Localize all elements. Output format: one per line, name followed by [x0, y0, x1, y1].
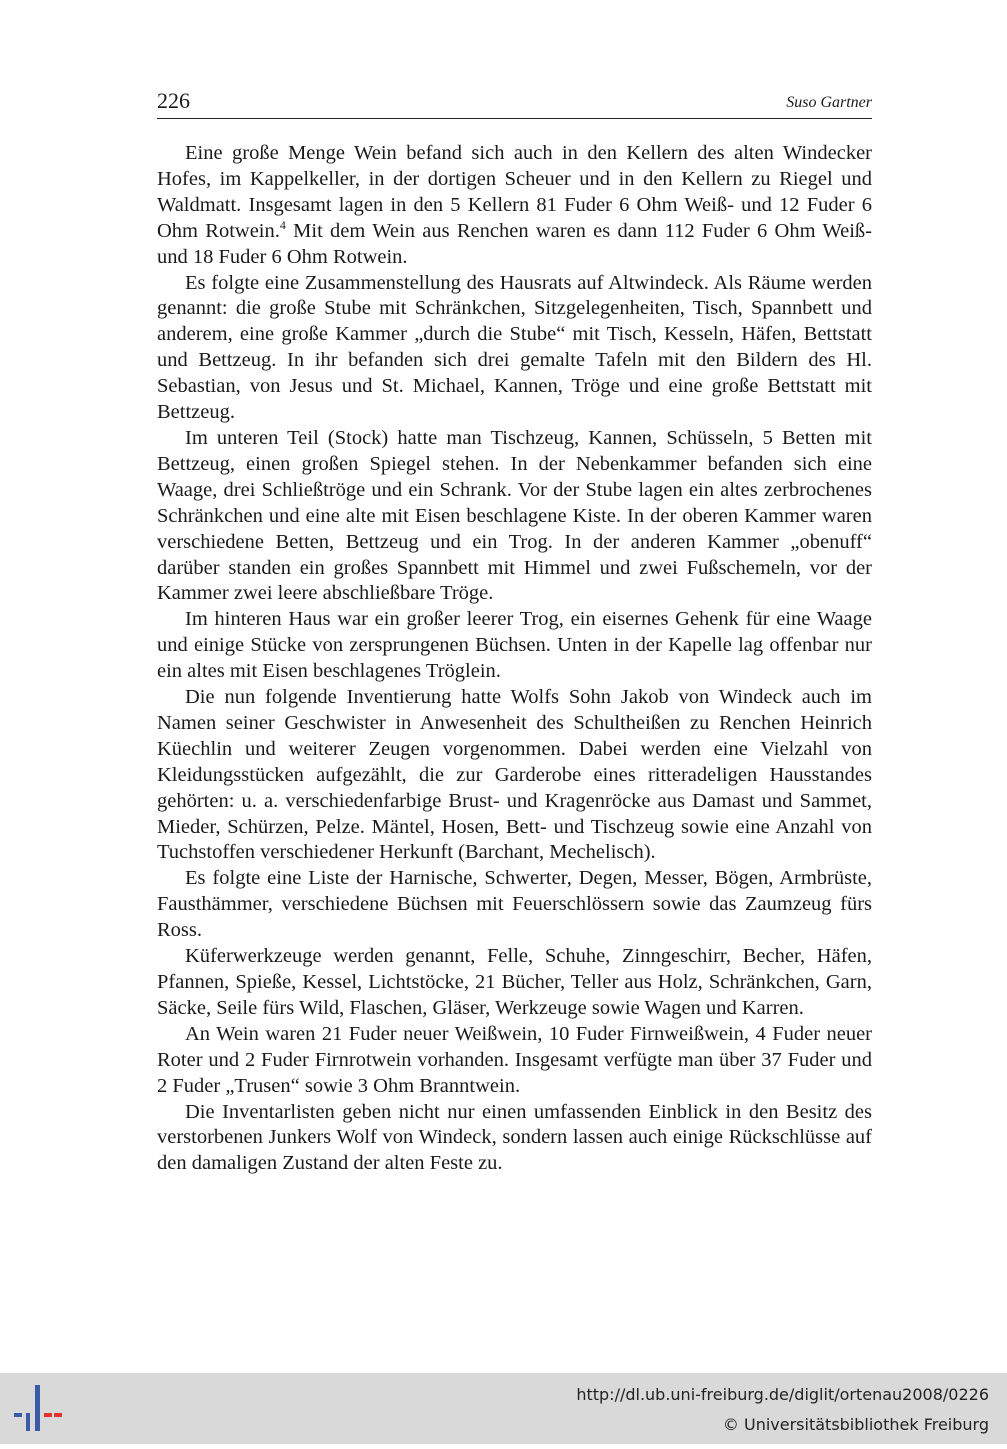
paragraph-4: Im hinteren Haus war ein großer leerer Trog, ein eisernes Gehenk für eine Waage und einige Stücke von zersprungenen Büchsen. Unten in der Kapelle lag offenbar nur ein altes mit Eisen beschlagenes Tröglein. — [157, 608, 872, 683]
paragraph-6: Es folgte eine Liste der Harnische, Schwerter, Degen, Messer, Bögen, Armbrüste, Fausthämmer, verschiedene Büchsen mit Feuerschlössern sowie das Zaumzeug fürs Ross. — [157, 867, 872, 942]
paragraph-1-text-continued: Mit dem Wein aus Renchen waren es dann 112 Fuder 6 Ohm Weiß- und 18 Fuder 6 Ohm Rotwein. — [157, 219, 873, 268]
paragraph-1 — [157, 141, 872, 271]
library-logo-icon[interactable] — [0, 1373, 80, 1444]
page-header — [157, 88, 872, 119]
paragraph-9: Die Inventarlisten geben nicht nur einen umfassenden Einblick in den Besitz des verstorbenen Junkers Wolf von Windeck, sondern lassen auch einige Rückschlüsse auf den damaligen Zustand der alten Feste zu. — [157, 1100, 872, 1175]
running-head: Suso Gartner — [786, 94, 872, 111]
document-url-link[interactable]: http://dl.ub.uni-freiburg.de/diglit/ortenau2008/0226 — [576, 1385, 989, 1404]
footnote-marker: 4 — [279, 217, 286, 232]
paragraph-3: Im unteren Teil (Stock) hatte man Tischzeug, Kannen, Schüsseln, 5 Betten mit Bettzeug, einen großen Spiegel stehen. In der Nebenkammer befanden sich eine Waage, drei Schließtröge und ein Schrank. Vor der Stube lagen ein altes zerbrochenes Schränkchen und eine alte mit Eisen beschlagene Kiste. In der oberen Kammer waren verschiedene Betten, Bettzeug und ein Trog. In der anderen Kammer „obenuff“ darüber standen ein großes Spannbett mit Himmel und zwei Fußschemeln, vor der Kammer zwei leere abschließbare Tröge. — [157, 426, 872, 605]
paragraph-2: Es folgte eine Zusammenstellung des Hausrats auf Altwindeck. Als Räume werden genannt: die große Stube mit Schränkchen, Sitzgelegenheiten, Tisch, Spannbett und anderem, eine große Kammer „durch die Stube“ mit Tisch, Kesseln, Häfen, Bettstatt und Bettzeug. In ihr befanden sich drei gemalte Tafeln mit den Bildern des Hl. Sebastian, von Jesus und St. Michael, Kannen, Tröge und eine große Bettstatt mit Bettzeug. — [157, 271, 872, 424]
paragraph-5: Die nun folgende Inventierung hatte Wolfs Sohn Jakob von Windeck auch im Namen seiner Geschwister in Anwesenheit des Schultheißen zu Renchen Heinrich Küechlin und weiterer Zeugen vorgenommen. Dabei werden eine Vielzahl von Kleidungsstücken aufgezählt, die zur Garderobe eines ritteradeligen Hausstandes gehörten: u. a. verschiedenfarbige Brust- und Kragenröcke aus Damast und Sammet, Mieder, Schürzen, Pelze. Mäntel, Hosen, Bett- und Tischzeug sowie eine Anzahl von Tuchstoffen verschiedener Herkunft (Barchant, Mechelisch). — [157, 686, 872, 864]
paragraph-1-text: Eine große Menge Wein befand sich auch in den Kellern des alten Windecker Hofes, im Kappelkeller, in der dortigen Scheuer und in den Kellern zu Riegel und Waldmatt. Insgesamt lagen in den 5 Kellern 81 Fuder 6 Ohm Weiß- und 12 Fuder 6 Ohm Rotwein. — [157, 142, 872, 242]
page-number: 226 — [157, 88, 190, 113]
body-text — [157, 141, 872, 1177]
paragraph-7: Küferwerkzeuge werden genannt, Felle, Schuhe, Zinngeschirr, Becher, Häfen, Pfannen, Spieße, Kessel, Lichtstöcke, 21 Bücher, Teller aus Holz, Schränkchen, Garn, Säcke, Seile fürs Wild, Flaschen, Gläser, Werkzeuge sowie Wagen und Karren. — [157, 945, 872, 1019]
paragraph-8: An Wein waren 21 Fuder neuer Weißwein, 10 Fuder Firnweißwein, 4 Fuder neuer Roter und 2 Fuder Firnrotwein vorhanden. Insgesamt verfügte man über 37 Fuder und 2 Fuder „Trusen“ sowie 3 Ohm Branntwein. — [157, 1022, 872, 1097]
copyright-notice: © Universitätsbibliothek Freiburg — [722, 1415, 989, 1434]
footer-bar — [0, 1373, 1007, 1444]
